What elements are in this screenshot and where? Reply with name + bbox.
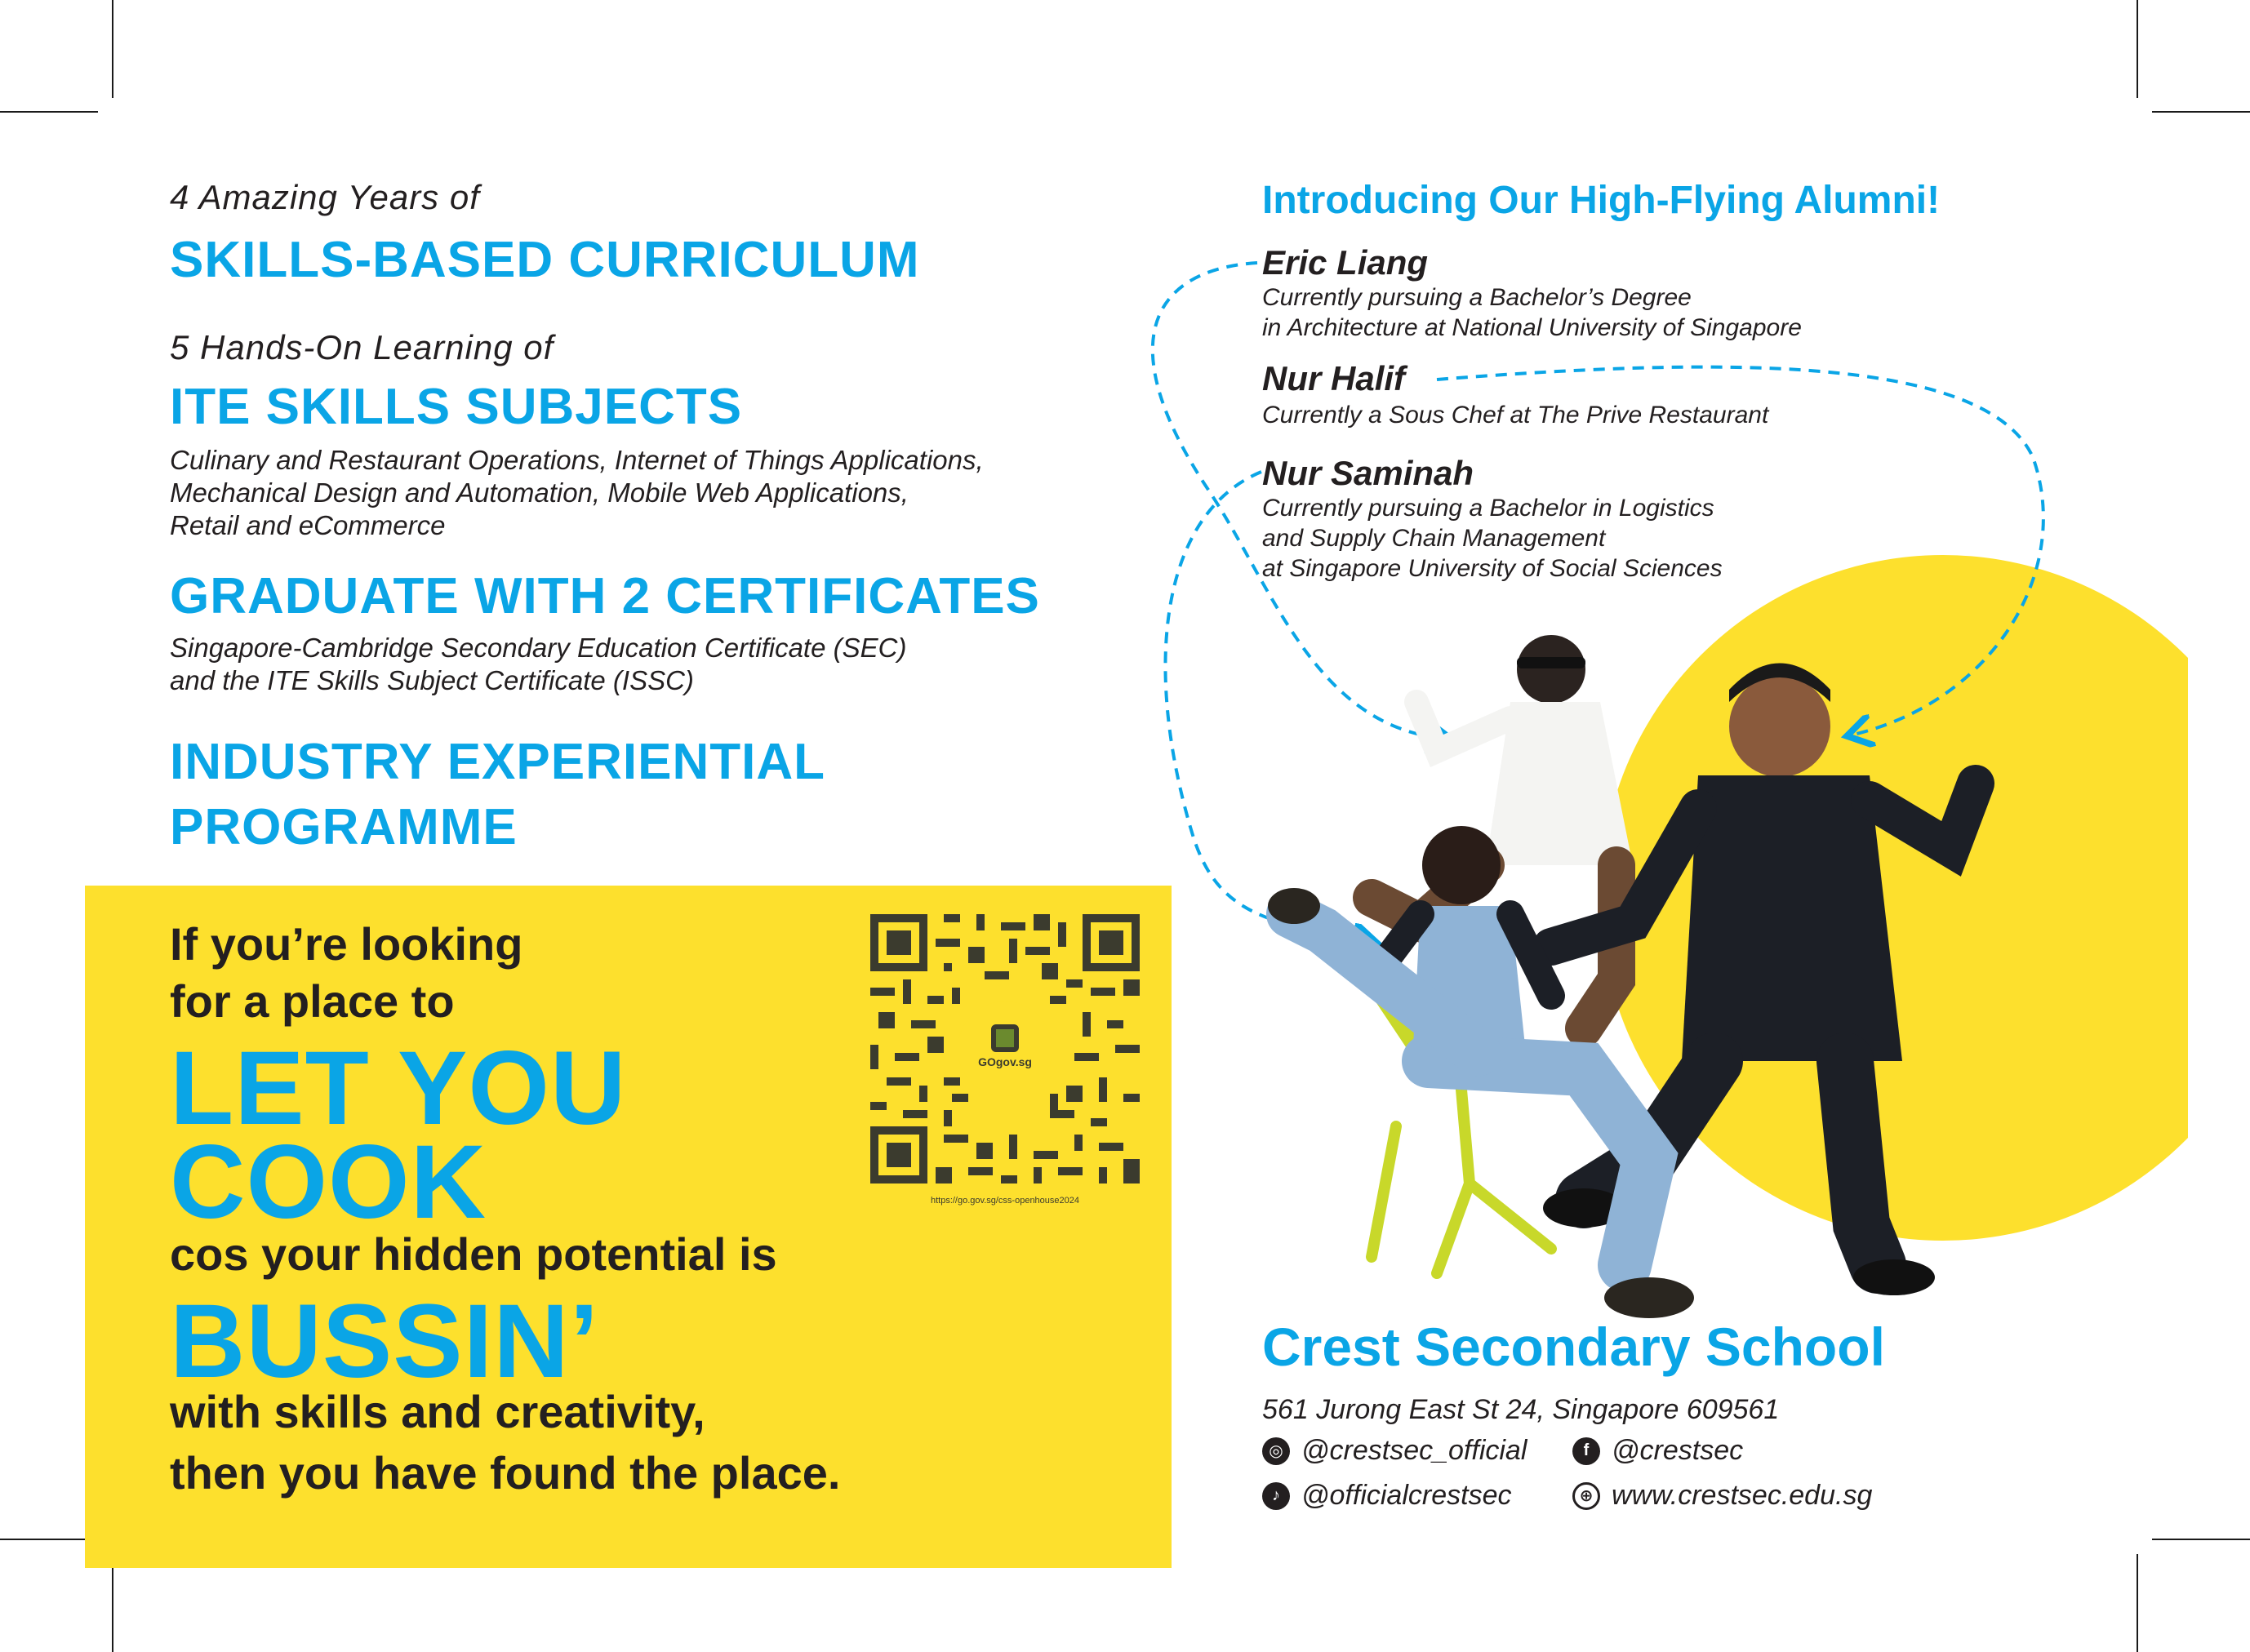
arrow-saminah — [1165, 472, 1372, 943]
promo-line4: with skills and creativity, — [170, 1386, 705, 1437]
alumni-desc-line: Currently a Sous Chef at The Prive Restaurant — [1262, 402, 1769, 429]
industry-heading-line: PROGRAMME — [170, 799, 518, 855]
tiktok-handle: @officialcrestsec — [1301, 1480, 1512, 1511]
alumni-name-halif: Nur Halif — [1262, 359, 1406, 397]
instagram-link[interactable] — [1262, 1435, 1527, 1467]
curriculum-heading: SKILLS-BASED CURRICULUM — [170, 232, 920, 288]
website-url: www.crestsec.edu.sg — [1612, 1480, 1873, 1511]
website-link[interactable] — [1572, 1480, 1872, 1512]
alumni-name-saminah: Nur Saminah — [1262, 454, 1474, 492]
promo-panel — [85, 886, 1172, 1568]
facebook-handle: @crestsec — [1612, 1435, 1744, 1466]
promo-line2: for a place to — [170, 975, 455, 1027]
gogovsg-logo-text: GOgov.sg — [978, 1055, 1032, 1068]
subjects-list — [170, 444, 984, 542]
subjects-line: Retail and eCommerce — [170, 510, 446, 540]
facebook-icon: f — [1572, 1437, 1600, 1465]
subjects-heading: ITE SKILLS SUBJECTS — [170, 379, 743, 435]
promo-big-cook: COOK — [170, 1124, 487, 1241]
alumni-photo-illustration — [1127, 245, 2188, 1339]
qr-url[interactable]: https://go.gov.sg/css-openhouse2024 — [930, 1196, 1080, 1206]
alumni-desc-line: Currently pursuing a Bachelor in Logistics — [1262, 495, 1714, 522]
instagram-handle: @crestsec_official — [1301, 1435, 1527, 1466]
industry-heading-line: INDUSTRY EXPERIENTIAL — [170, 734, 825, 790]
alumni-desc-line: Currently pursuing a Bachelor’s Degree — [1262, 284, 1692, 311]
crop-mark — [2137, 0, 2138, 98]
gogovsg-mark-icon — [991, 1024, 1019, 1052]
school-name: Crest Secondary School — [1262, 1317, 1885, 1377]
crop-mark — [2137, 1554, 2138, 1652]
certificates-list — [170, 632, 906, 697]
crop-mark — [112, 0, 113, 98]
instagram-icon: ◎ — [1262, 1437, 1290, 1465]
industry-heading — [170, 730, 825, 860]
tiktok-icon: ♪ — [1262, 1482, 1290, 1510]
qr-code[interactable] — [870, 914, 1140, 1183]
alumni-desc-line: and Supply Chain Management — [1262, 525, 1606, 552]
crop-mark — [2152, 1539, 2250, 1540]
certificates-line: Singapore-Cambridge Secondary Education Certificate (SEC) — [170, 633, 907, 663]
hands-on-intro: 5 Hands-On Learning of — [170, 328, 554, 366]
alumni-name-eric: Eric Liang — [1262, 243, 1429, 282]
subjects-line: Mechanical Design and Automation, Mobile Web Applications, — [170, 477, 909, 508]
crop-mark — [0, 111, 98, 113]
arrow-eric — [1153, 263, 1445, 739]
crop-mark — [0, 1539, 98, 1540]
globe-icon: ⊕ — [1572, 1482, 1600, 1510]
certificates-heading: GRADUATE WITH 2 CERTIFICATES — [170, 568, 1040, 624]
subjects-line: Culinary and Restaurant Operations, Internet of Things Applications, — [170, 445, 984, 475]
alumni-heading: Introducing Our High-Flying Alumni! — [1262, 179, 1941, 222]
alumni-desc-line: at Singapore University of Social Sciences — [1262, 555, 1723, 582]
crop-mark — [112, 1554, 113, 1652]
promo-line5: then you have found the place. — [170, 1447, 841, 1499]
promo-big-let-you: LET YOU — [170, 1030, 627, 1147]
crop-mark — [2152, 111, 2250, 113]
facebook-link[interactable] — [1572, 1435, 1743, 1467]
gogovsg-logo — [964, 1006, 1046, 1087]
alumni-desc-line: in Architecture at National University of Singapore — [1262, 314, 1802, 341]
promo-line1: If you’re looking — [170, 918, 523, 970]
promo-big-bussin: BUSSIN’ — [170, 1283, 600, 1400]
tiktok-link[interactable] — [1262, 1480, 1511, 1512]
certificates-line: and the ITE Skills Subject Certificate (ISSC) — [170, 665, 694, 695]
promo-line3: cos your hidden potential is — [170, 1228, 777, 1280]
years-intro: 4 Amazing Years of — [170, 178, 480, 216]
school-address: 561 Jurong East St 24, Singapore 609561 — [1262, 1394, 1780, 1425]
